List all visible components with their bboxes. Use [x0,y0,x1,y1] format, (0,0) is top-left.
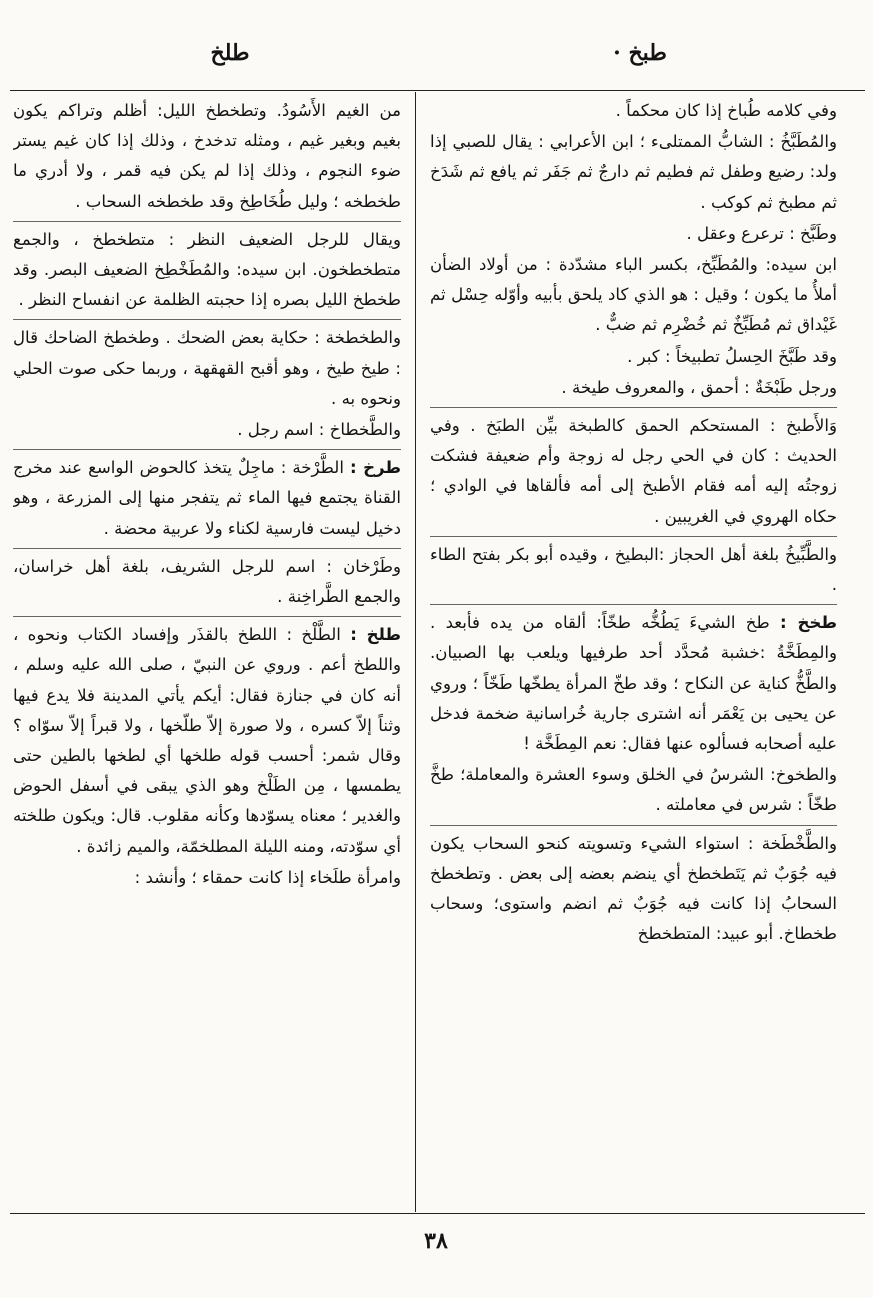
entry-paragraph [430,96,837,127]
entry-headword: طخخ : [780,613,837,633]
entry-paragraph [430,373,837,404]
entry-text: والطخطخة : حكاية بعض الضحك . وطخطخ الضاحك قال : طيخ طيخ ، وهو أقبح القهقهة ، وربما حكى صوت الحلي ونحوه به . [13,328,401,408]
entry-paragraph [430,127,837,219]
entry-text: وَالأَطبخ : المستحكم الحمق كالطبخة بيِّن الطبَخ . وفي الحديث : كان في الحي رجل له زوجة وأم ضعيفة فشكت زوجتُه إليه أمه فقام الأطبخ إلى أمه فألقاها في الوادي ؛ حكاه الهروي في الغريبين . [430,416,837,526]
entry-text: ورجل طَبْخَةٌ : أحمق ، والمعروف طيخة . [561,377,837,397]
top-rule [10,90,865,91]
entry-paragraph [13,221,401,317]
column-divider [415,92,416,1212]
entry-headword: طلخ : [350,625,401,645]
entry-text: ويقال للرجل الضعيف النظر : متطخطخ ، والجمع متطخطخون. ابن سيده: والمُطَخْطِخ الضعيف البصر. وقد طخطخ الليل بصره إذا حجبته الظلمة عن انفساح النظر . [13,229,401,310]
entry-paragraph [13,449,401,545]
entry-text: والطَّخطاخ : اسم رجل . [237,420,401,440]
entry-headword: طرخ : [349,458,401,478]
running-header-right: طبخ · [613,40,667,66]
right-column [430,96,837,1208]
entry-paragraph [430,407,837,533]
entry-paragraph [13,863,401,894]
entry-paragraph [13,548,401,613]
entry-paragraph [13,96,401,218]
entry-paragraph [13,319,401,415]
entry-text: وفي كلامه طُباخ إذا كان محكماً . [615,101,837,120]
entry-text: الطَّرْخة : ماجِلٌ يتخذ كالحوض الواسع عند مخرج القناة يجتمع فيها الماء ثم يتفجر منها إلى المزرعة ، وهو دخيل ليست فارسية لكناء ولا عربية محضة . [13,458,401,538]
entry-paragraph [430,760,837,821]
entry-text: ابن سيده: والمُطَبِّخ، بكسر الباء مشدّدة : من أولاد الضأن أملأُ ما يكون ؛ وقيل : هو الذي كاد يلحق بأبيه وأوّله حِسْل ثم غَيْداق ثم مُطَبِّخٌ ثم خُضْرِم ثم ضبٌّ . [430,255,837,335]
left-column [13,96,401,1208]
running-header-left: طلخ [210,40,250,66]
entry-text: وقد طَبَّخَ الحِسلُ تطبيخاً : كبر . [627,346,837,366]
entry-text: من الغيم الأَسُودُ. وتطخطخ الليل: أظلم وتراكم يكون بغيم وبغير غيم ، ومثله تدخدخ ، وذلك إذا كان غيم يستر ضوء النجوم ، وذلك إذا لم يكن فيه قمر ، ولا أدري ما طخطخه ؛ وليل طُخَاطِخ وقد طخطخه السحاب . [13,101,401,211]
entry-text: والمُطَبَّخُ : الشابُّ الممتلىء ؛ ابن الأعرابي : يقال للصبي إذا ولد: رضيع وطفل ثم فطيم ثم دارجٌ ثم جَفَر ثم يافع ثم شَدَخ ثم مطبخ ثم كوكب . [430,132,837,212]
entry-text: وامرأة طلَخاء إذا كانت حمقاء ؛ وأنشد : [134,867,401,887]
entry-paragraph [430,825,837,951]
entry-text: والطَّبِّيخُ بلغة أهل الحجاز :البطيخ ، وقيده أبو بكر بفتح الطاء . [430,544,837,595]
entry-paragraph [430,604,837,760]
entry-text: والطَّخْطَخة : استواء الشيء وتسويته كنحو السحاب يكون فيه جُوَبٌ ثم يَتَطخطخ أي ينضم بعضه إلى بعض . وتطخطخ السحابُ إذا كانت فيه جُوَبٌ ثم انضم واستوى؛ وسحاب طخطاخ. أبو عبيد: المتطخطخ [430,833,837,944]
entry-paragraph [13,616,401,863]
bottom-rule [10,1213,865,1214]
entry-text: والطخوخ: الشرسُ في الخلق وسوء العشرة والمعاملة؛ طخَّ طخّاً : شرس في معاملته . [430,765,837,815]
entry-paragraph [430,536,837,601]
entry-paragraph [430,250,837,342]
page-number: ٣٨ [424,1228,448,1254]
entry-paragraph [13,415,401,446]
entry-text: طخ الشيءَ يَطُخُّه طخّاً: ألقاه من يده فأبعد . والمِطَخَّةُ :خشبة مُحدَّد أحد طرفيها ويلعب بها الصبيان. والطَّخُّ كناية عن النكاح ؛ وقد طخّ المرأة يطخّها طَخّاً ؛ وروي عن يحيى بن يَعْمَر أنه اشترى جارية خُراسانية ضخمة فدخل عليه أصحابه فسألوه عنها فقال: نعم المِطَخَّة ! [430,613,837,754]
entry-paragraph [430,342,837,373]
entry-text: وطَرْخان : اسم للرجل الشريف، بلغة أهل خراسان، والجمع الطَّراخِنة . [13,556,401,607]
entry-paragraph [430,219,837,250]
entry-text: الطَّلْخ : اللطخ بالقذَر وإفساد الكتاب ونحوه ، واللطخ أعم . وروي عن النبيّ ، صلى الله عليه وسلم ، أنه كان في جنازة فقال: أيكم يأتي المدينة فلا يدع فيها وثناً إلاّ كسره ، ولا صورة إلاّ طلّخها ، ولا قبراً إلاّ سوّاه ؟ وقال شمر: أحسب قوله طلخها أي لطخها بالطين حتى يطمسها ، مِن الطَلْخ وهو الذي يبقى في أسفل الحوض والغدير ؛ معناه يسوّدها وكأنه مقلوب. قال: ويكون طلخته أي سوّدته، ومنه الليلة المطلخمّة، والميم زائدة . [13,625,401,856]
entry-text: وطَبَّخ : ترعرع وعقل . [686,223,837,243]
